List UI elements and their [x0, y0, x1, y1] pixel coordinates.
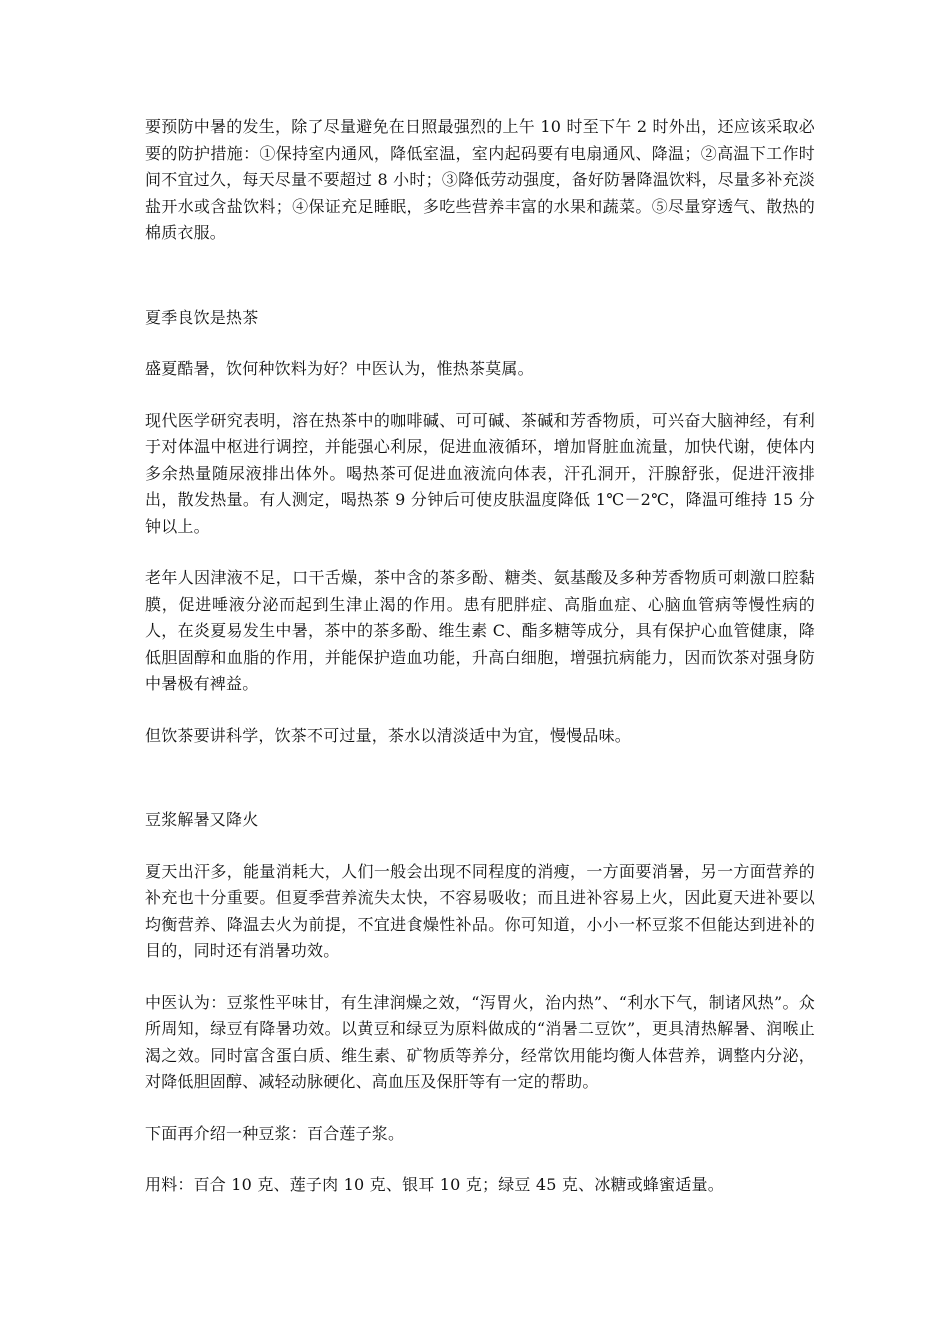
section-heading-hot-tea: 夏季良饮是热茶 — [145, 307, 259, 327]
section-heading-soy-milk: 豆浆解暑又降火 — [145, 810, 259, 829]
paragraph-soy-milk-benefits: 中医认为：豆浆性平味甘，有生津润燥之效，“泻胃火，治内热”、“利水下气，制诸风热”。众所周知，绿豆有降暑功效。以黄豆和绿豆为原料做成的“消暑二豆饮”，更具清热解暑、润喉止渴之效。同时富含蛋白质、维生素、矿物质等养分，经常饮用能均衡人体营养，调整内分泌，对降低胆固醇、减轻动脉硬化、高血压及保肝等有一定的帮助。 — [145, 992, 815, 1091]
paragraph-summer-nutrition: 夏天出汗多，能量消耗大，人们一般会出现不同程度的消瘦，一方面要消暑，另一方面营养的补充也十分重要。但夏季营养流失太快，不容易吸收；而且进补容易上火，因此夏天进补要以均衡营养、降温去火为前提，不宜进食燥性补品。你可知道，小小一杯豆浆不但能达到进补的目的，同时还有消暑功效。 — [145, 861, 815, 960]
paragraph-heatstroke-prevention: 要预防中暑的发生，除了尽量避免在日照最强烈的上午 10 时至下午 2 时外出，还应该采取必要的防护措施：①保持室内通风，降低室温，室内起码要有电扇通风、降温；②高温下工作时间不宜过久，每天尽量不要超过 8 小时；③降低劳动强度，备好防暑降温饮料，尽量多补充淡盐开水或含盐饮料；④保证充足睡眠，多吃些营养丰富的水果和蔬菜。⑤尽量穿透气、散热的棉质衣服。 — [145, 117, 815, 242]
paragraph-tea-intro: 盛夏酷暑，饮何种饮料为好？中医认为，惟热茶莫属。 — [145, 359, 534, 378]
paragraph-recipe-intro: 下面再介绍一种豆浆：百合莲子浆。 — [145, 1123, 405, 1143]
document-body — [145, 114, 815, 1199]
paragraph-tea-moderation: 但饮茶要讲科学，饮茶不可过量，茶水以清淡适中为宜，慢慢品味。 — [145, 725, 632, 745]
paragraph-tea-research: 现代医学研究表明，溶在热茶中的咖啡碱、可可碱、茶碱和芳香物质，可兴奋大脑神经，有利于对体温中枢进行调控，并能强心利尿，促进血液循环，增加肾脏血流量，加快代谢，使体内多余热量随尿液排出体外。喝热茶可促进血液流向体表，汗孔洞开，汗腺舒张，促进汗液排出，散发热量。有人测定，喝热茶 9 分钟后可使皮肤温度降低 1℃－2℃，降温可维持 15 分钟以上。 — [145, 410, 815, 536]
paragraph-tea-elderly: 老年人因津液不足，口干舌燥，茶中含的茶多酚、糖类、氨基酸及多种芳香物质可刺激口腔黏膜，促进唾液分泌而起到生津止渴的作用。患有肥胖症、高脂血症、心脑血管病等慢性病的人，在炎夏易发生中暑，茶中的茶多酚、维生素 C、酯多糖等成分，具有保护心血管健康，降低胆固醇和血脂的作用，并能保护造血功能，升高白细胞，增强抗病能力，因而饮茶对强身防中暑极有裨益。 — [145, 568, 815, 693]
paragraph-ingredients: 用料：百合 10 克、莲子肉 10 克、银耳 10 克；绿豆 45 克、冰糖或蜂蜜适量。 — [145, 1175, 724, 1194]
